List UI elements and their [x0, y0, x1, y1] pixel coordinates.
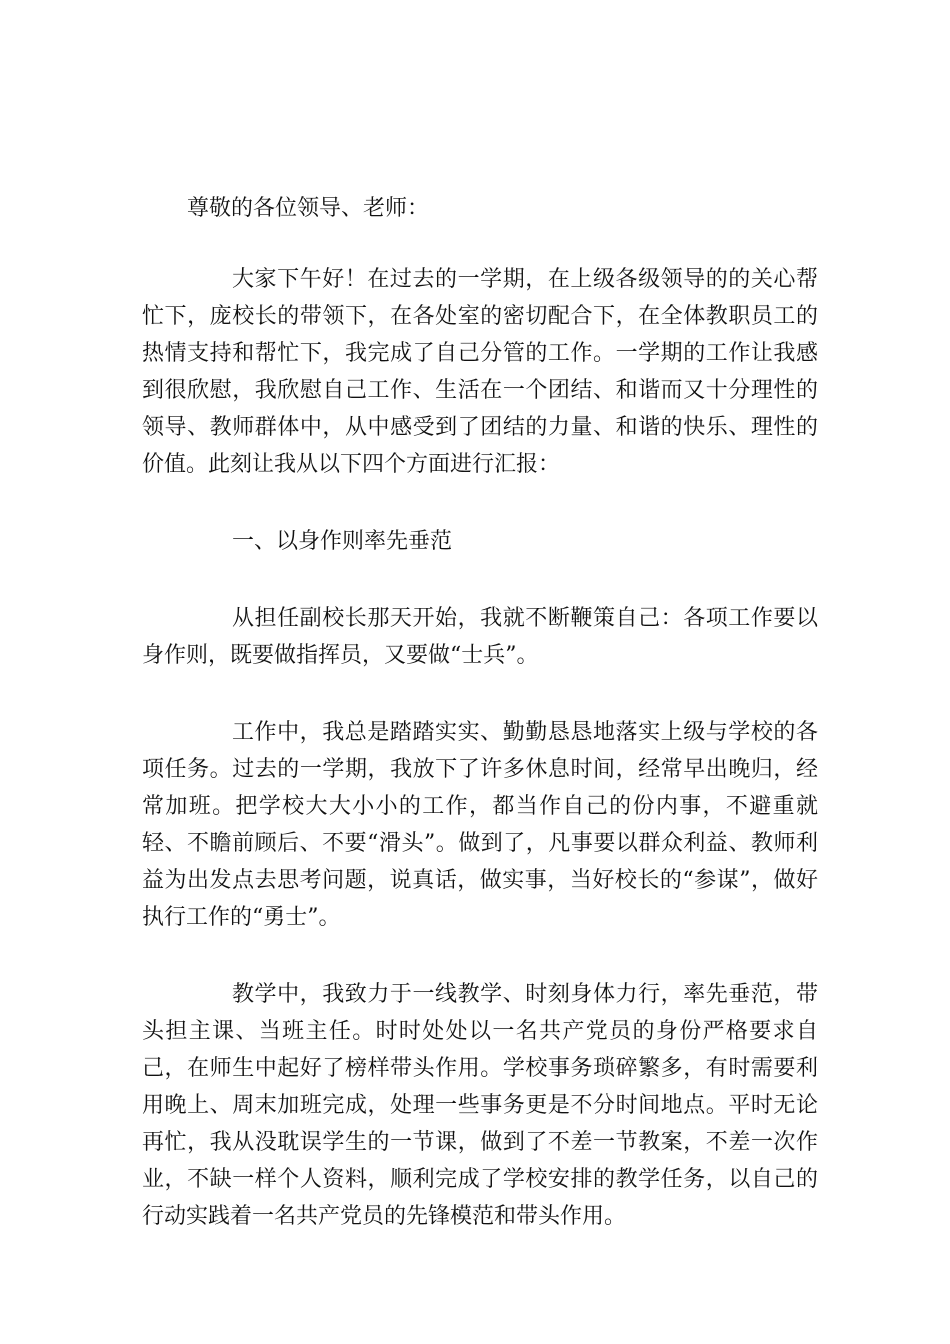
paragraph-teaching: 教学中，我致力于一线教学、时刻身体力行，率先垂范，带头担主课、当班主任。时时处处以一名共产党员的身份严格要求自己，在师生中起好了榜样带头作用。学校事务琐碎繁多，有时需要利用晚上、周末加班完成，处理一些事务更是不分时间地点。平时无论再忙，我从没耽误学生的一节课，做到了不差一节教案，不差一次作业，不缺一样个人资料，顺利完成了学校安排的教学任务，以自己的行动实践着一名共产党员的先锋模范和带头作用。 [142, 982, 818, 1229]
salutation: 尊敬的各位领导、老师： [187, 196, 430, 221]
paragraph-lead-by-example: 从担任副校长那天开始，我就不断鞭策自己：各项工作要以身作则，既要做指挥员，又要做“士兵”。 [142, 606, 818, 668]
paragraph-work: 工作中，我总是踏踏实实、勤勤恳恳地落实上级与学校的各项任务。过去的一学期，我放下了许多休息时间，经常早出晚归，经常加班。把学校大大小小的工作，都当作自己的份内事，不避重就轻、不瞻前顾后、不要“滑头”。做到了，凡事要以群众利益、教师利益为出发点去思考问题，说真话，做实事，当好校长的“参谋”，做好执行工作的“勇士”。 [142, 720, 818, 930]
section-heading: 一、以身作则率先垂范 [232, 529, 453, 554]
document-body [142, 190, 818, 1275]
intro-paragraph: 大家下午好！在过去的一学期，在上级各级领导的的关心帮忙下，庞校长的带领下，在各处室的密切配合下，在全体教职员工的热情支持和帮忙下，我完成了自己分管的工作。一学期的工作让我感到很欣慰，我欣慰自己工作、生活在一个团结、和谐而又十分理性的领导、教师群体中，从中感受到了团结的力量、和谐的快乐、理性的价值。此刻让我从以下四个方面进行汇报： [142, 267, 818, 477]
